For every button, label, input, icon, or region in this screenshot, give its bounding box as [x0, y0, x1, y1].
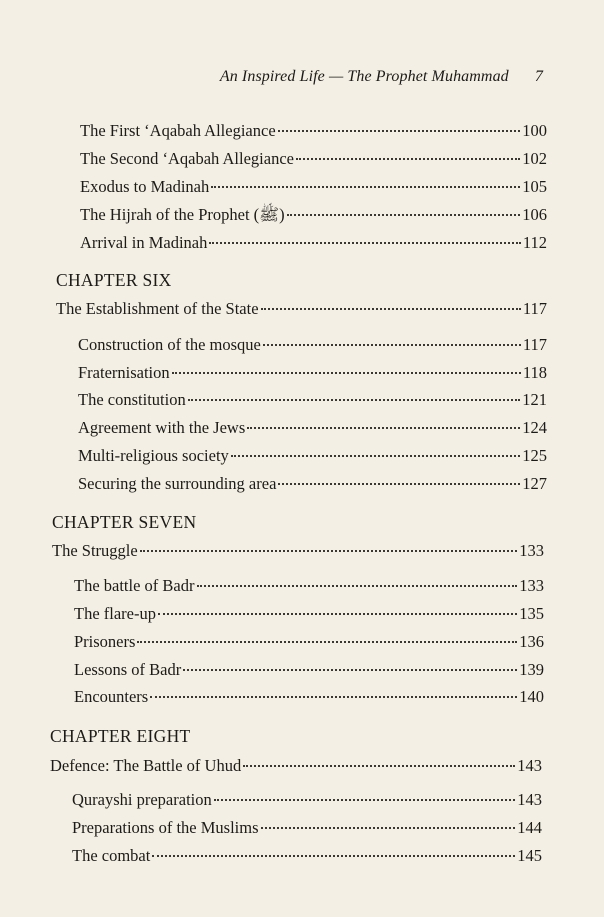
toc-entry-page: 112 [522, 233, 547, 252]
toc-entry-page: 145 [517, 846, 542, 865]
toc-entry-page: 133 [519, 541, 544, 560]
dot-leader [278, 483, 520, 485]
toc-entry-title: Lessons of Badr [74, 660, 182, 679]
toc-entry-title: Defence: The Battle of Uhud [50, 756, 242, 775]
toc-entry-title: Encounters [74, 687, 149, 706]
toc-entry-title: The constitution [78, 390, 186, 409]
dot-leader [172, 372, 521, 374]
dot-leader [243, 765, 515, 767]
toc-entry-title: Multi-religious society [78, 446, 229, 465]
toc-entry[interactable] [74, 660, 544, 680]
toc-entry-page: 125 [522, 446, 547, 465]
toc-entry-title: The Struggle [52, 541, 138, 560]
toc-entry-title: The Second ‘Aqabah Allegiance [80, 149, 294, 168]
chapter-main-entry[interactable] [50, 756, 542, 776]
toc-entry[interactable] [72, 818, 542, 838]
running-head-title: An Inspired Life — The Prophet Muhammad [219, 68, 509, 85]
toc-entry[interactable] [78, 390, 547, 410]
toc-entry-page: 118 [522, 363, 547, 382]
toc-entry-page: 117 [522, 299, 547, 318]
dot-leader [231, 455, 520, 457]
toc-entry-title: Arrival in Madinah [80, 233, 208, 252]
toc-entry[interactable] [80, 177, 547, 197]
toc-entry-title: Fraternisation [78, 363, 170, 382]
chapter-main-entry[interactable] [52, 541, 544, 561]
toc-entry-title: Construction of the mosque [78, 335, 261, 354]
dot-leader [183, 669, 517, 671]
dot-leader [188, 399, 521, 401]
dot-leader [137, 641, 517, 643]
toc-entry-title: Qurayshi preparation [72, 790, 212, 809]
dot-leader [158, 613, 517, 615]
toc-entry[interactable] [80, 233, 547, 253]
toc-entry-page: 105 [522, 177, 547, 196]
toc-entry-page: 102 [522, 149, 547, 168]
dot-leader [150, 696, 517, 698]
toc-entry-title: The Establishment of the State [56, 299, 259, 318]
toc-entry-page: 144 [517, 818, 542, 837]
dot-leader [197, 585, 518, 587]
toc-entry[interactable] [80, 205, 547, 225]
toc-entry-title: The Hijrah of the Prophet (ﷺ) [80, 205, 285, 224]
toc-entry[interactable] [80, 121, 547, 141]
toc-entry-title: The combat [72, 846, 151, 865]
toc-entry[interactable] [78, 474, 547, 494]
toc-entry-page: 143 [517, 756, 542, 775]
toc-entry[interactable] [72, 790, 542, 810]
dot-leader [214, 799, 516, 801]
page-number: 7 [534, 68, 543, 85]
toc-entry[interactable] [74, 576, 544, 596]
toc-entry[interactable] [74, 687, 544, 707]
chapter-heading: CHAPTER EIGHT [50, 726, 191, 746]
chapter-heading: CHAPTER SEVEN [52, 512, 197, 532]
toc-entry-page: 143 [517, 790, 542, 809]
toc-entry-title: Agreement with the Jews [78, 418, 246, 437]
toc-entry-page: 106 [522, 205, 547, 224]
dot-leader [247, 427, 520, 429]
toc-entry-page: 100 [522, 121, 547, 140]
dot-leader [287, 214, 521, 216]
toc-entry[interactable] [74, 632, 544, 652]
toc-entry-page: 117 [522, 335, 547, 354]
toc-entry-page: 127 [522, 474, 547, 493]
toc-entry-page: 140 [519, 687, 544, 706]
toc-entry-title: The flare-up [74, 604, 156, 623]
toc-entry[interactable] [78, 363, 547, 383]
toc-entry-page: 133 [519, 576, 544, 595]
dot-leader [261, 827, 516, 829]
toc-entry[interactable] [78, 446, 547, 466]
toc-entry[interactable] [72, 846, 542, 866]
toc-entry-title: The battle of Badr [74, 576, 195, 595]
toc-entry-title: Preparations of the Muslims [72, 818, 259, 837]
toc-entry-page: 136 [519, 632, 544, 651]
chapter-main-entry[interactable] [56, 299, 547, 319]
toc-entry[interactable] [74, 604, 544, 624]
dot-leader [140, 550, 518, 552]
dot-leader [261, 308, 521, 310]
toc-entry-title: The First ‘Aqabah Allegiance [80, 121, 276, 140]
toc-entry-title: Securing the surrounding area [78, 474, 277, 493]
toc-entry-title: Exodus to Madinah [80, 177, 210, 196]
dot-leader [263, 344, 521, 346]
toc-entry[interactable] [78, 418, 547, 438]
toc-entry[interactable] [80, 149, 547, 169]
toc-entry-page: 124 [522, 418, 547, 437]
toc-entry-page: 121 [522, 390, 547, 409]
toc-entry-page: 139 [519, 660, 544, 679]
dot-leader [211, 186, 520, 188]
dot-leader [296, 158, 520, 160]
dot-leader [278, 130, 521, 132]
toc-entry[interactable] [78, 335, 547, 355]
dot-leader [209, 242, 520, 244]
running-head [0, 68, 543, 86]
toc-entry-title: Prisoners [74, 632, 136, 651]
toc-entry-page: 135 [519, 604, 544, 623]
chapter-heading: CHAPTER SIX [56, 270, 172, 290]
dot-leader [152, 855, 515, 857]
